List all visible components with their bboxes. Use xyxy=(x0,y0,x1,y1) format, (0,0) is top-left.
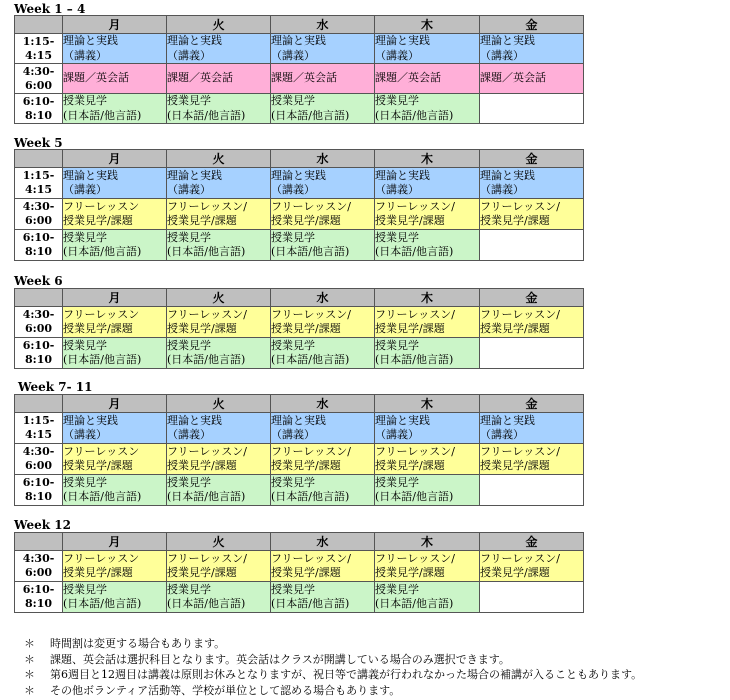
day-wed: 水 xyxy=(271,150,375,168)
day-tue: 火 xyxy=(167,16,271,34)
free-lesson-cell: フリーレッスン/ 授業見学/課題 xyxy=(167,444,271,475)
lecture-cell: 理論と実践 （講義） xyxy=(271,34,375,64)
day-wed: 水 xyxy=(271,16,375,34)
observe-cell: 授業見学 (日本語/他言語) xyxy=(63,475,167,506)
observe-cell: 授業見学 (日本語/他言語) xyxy=(271,230,375,261)
day-wed: 水 xyxy=(271,395,375,413)
lecture-cell: 理論と実践 （講義） xyxy=(63,34,167,64)
observe-cell: 授業見学 (日本語/他言語) xyxy=(63,94,167,124)
row-6-10 xyxy=(15,338,584,369)
lecture-cell: 理論と実践 （講義） xyxy=(375,168,480,199)
lecture-cell: 理論と実践 （講義） xyxy=(375,34,480,64)
day-mon: 月 xyxy=(63,395,167,413)
timetable-week-1-4 xyxy=(14,15,584,124)
lecture-cell: 理論と実践 （講義） xyxy=(167,168,271,199)
kadai-cell: 課題／英会話 xyxy=(480,64,584,94)
free-lesson-cell: フリーレッスン/ 授業見学/課題 xyxy=(375,444,480,475)
day-fri: 金 xyxy=(480,395,584,413)
week-title-12: Week 12 xyxy=(14,518,71,532)
footnote-item xyxy=(24,667,642,683)
row-4-30 xyxy=(15,444,584,475)
time-slot: 1:15- 4:15 xyxy=(15,413,63,444)
lecture-cell: 理論と実践 （講義） xyxy=(480,413,584,444)
corner-cell xyxy=(15,395,63,413)
observe-cell: 授業見学 (日本語/他言語) xyxy=(63,582,167,613)
row-4-30 xyxy=(15,551,584,582)
footnote-text: その他ボランティア活動等、学校が単位として認める場合もあります。 xyxy=(50,683,401,697)
day-tue: 火 xyxy=(167,533,271,551)
day-mon: 月 xyxy=(63,533,167,551)
day-tue: 火 xyxy=(167,150,271,168)
free-lesson-cell: フリーレッスン/ 授業見学/課題 xyxy=(375,551,480,582)
time-slot: 6:10- 8:10 xyxy=(15,338,63,369)
observe-cell: 授業見学 (日本語/他言語) xyxy=(63,338,167,369)
empty-cell xyxy=(480,475,584,506)
empty-cell xyxy=(480,582,584,613)
empty-cell xyxy=(480,230,584,261)
header-row xyxy=(15,533,584,551)
day-wed: 水 xyxy=(271,289,375,307)
lecture-cell: 理論と実践 （講義） xyxy=(271,168,375,199)
footnote-item xyxy=(24,636,642,652)
timetable-week-12 xyxy=(14,532,584,613)
observe-cell: 授業見学 (日本語/他言語) xyxy=(271,94,375,124)
timetable-week-7-11 xyxy=(14,394,584,506)
header-row xyxy=(15,150,584,168)
week-title-7-11: Week 7- 11 xyxy=(18,380,93,394)
time-slot: 1:15- 4:15 xyxy=(15,168,63,199)
day-mon: 月 xyxy=(63,16,167,34)
row-6-10 xyxy=(15,475,584,506)
day-thu: 木 xyxy=(375,150,480,168)
footnote-item xyxy=(24,652,642,668)
observe-cell: 授業見学 (日本語/他言語) xyxy=(375,582,480,613)
corner-cell xyxy=(15,289,63,307)
time-slot: 4:30- 6:00 xyxy=(15,307,63,338)
day-wed: 水 xyxy=(271,533,375,551)
time-slot: 6:10- 8:10 xyxy=(15,94,63,124)
day-mon: 月 xyxy=(63,289,167,307)
row-4-30 xyxy=(15,307,584,338)
timetable-week-6 xyxy=(14,288,584,369)
footnote-text: 第6週目と12週目は講義は原則お休みとなりますが、祝日等で講義が行われなかった場合の補講が入ることもあります。 xyxy=(50,668,643,681)
footnote-text: 課題、英会話は選択科目となります。英会話はクラスが開講している場合のみ選択できます。 xyxy=(50,652,510,666)
time-slot: 4:30- 6:00 xyxy=(15,444,63,475)
lecture-cell: 理論と実践 （講義） xyxy=(63,413,167,444)
free-lesson-cell: フリーレッスン 授業見学/課題 xyxy=(63,444,167,475)
free-lesson-cell: フリーレッスン/ 授業見学/課題 xyxy=(375,199,480,230)
row-1-15 xyxy=(15,168,584,199)
timetable-week-5 xyxy=(14,149,584,261)
free-lesson-cell: フリーレッスン 授業見学/課題 xyxy=(63,199,167,230)
corner-cell xyxy=(15,16,63,34)
observe-cell: 授業見学 (日本語/他言語) xyxy=(271,475,375,506)
free-lesson-cell: フリーレッスン/ 授業見学/課題 xyxy=(375,307,480,338)
observe-cell: 授業見学 (日本語/他言語) xyxy=(167,582,271,613)
lecture-cell: 理論と実践 （講義） xyxy=(375,413,480,444)
day-thu: 木 xyxy=(375,16,480,34)
free-lesson-cell: フリーレッスン/ 授業見学/課題 xyxy=(271,551,375,582)
free-lesson-cell: フリーレッスン/ 授業見学/課題 xyxy=(480,551,584,582)
row-6-10 xyxy=(15,230,584,261)
time-slot: 4:30- 6:00 xyxy=(15,551,63,582)
day-thu: 木 xyxy=(375,533,480,551)
day-fri: 金 xyxy=(480,533,584,551)
observe-cell: 授業見学 (日本語/他言語) xyxy=(375,338,480,369)
observe-cell: 授業見学 (日本語/他言語) xyxy=(271,582,375,613)
asterisk-mark: ＊ xyxy=(24,637,35,650)
week-title-1: Week 1 – 4 xyxy=(14,2,86,16)
free-lesson-cell: フリーレッスン/ 授業見学/課題 xyxy=(271,444,375,475)
corner-cell xyxy=(15,150,63,168)
observe-cell: 授業見学 (日本語/他言語) xyxy=(271,338,375,369)
lecture-cell: 理論と実践 （講義） xyxy=(480,34,584,64)
observe-cell: 授業見学 (日本語/他言語) xyxy=(375,230,480,261)
free-lesson-cell: フリーレッスン/ 授業見学/課題 xyxy=(480,199,584,230)
observe-cell: 授業見学 (日本語/他言語) xyxy=(375,94,480,124)
footnotes xyxy=(24,636,642,698)
header-row xyxy=(15,289,584,307)
observe-cell: 授業見学 (日本語/他言語) xyxy=(167,338,271,369)
free-lesson-cell: フリーレッスン/ 授業見学/課題 xyxy=(271,307,375,338)
free-lesson-cell: フリーレッスン/ 授業見学/課題 xyxy=(167,199,271,230)
day-fri: 金 xyxy=(480,16,584,34)
kadai-cell: 課題／英会話 xyxy=(63,64,167,94)
kadai-cell: 課題／英会話 xyxy=(167,64,271,94)
lecture-cell: 理論と実践 （講義） xyxy=(167,34,271,64)
week-title-6: Week 6 xyxy=(14,274,63,288)
empty-cell xyxy=(480,338,584,369)
row-4-30 xyxy=(15,199,584,230)
footnote-item xyxy=(24,683,642,699)
lecture-cell: 理論と実践 （講義） xyxy=(480,168,584,199)
free-lesson-cell: フリーレッスン/ 授業見学/課題 xyxy=(167,307,271,338)
free-lesson-cell: フリーレッスン/ 授業見学/課題 xyxy=(167,551,271,582)
corner-cell xyxy=(15,533,63,551)
header-row xyxy=(15,16,584,34)
time-slot: 6:10- 8:10 xyxy=(15,230,63,261)
header-row xyxy=(15,395,584,413)
kadai-cell: 課題／英会話 xyxy=(375,64,480,94)
day-mon: 月 xyxy=(63,150,167,168)
day-fri: 金 xyxy=(480,289,584,307)
observe-cell: 授業見学 (日本語/他言語) xyxy=(63,230,167,261)
time-slot: 6:10- 8:10 xyxy=(15,475,63,506)
asterisk-mark: ＊ xyxy=(24,652,35,666)
free-lesson-cell: フリーレッスン/ 授業見学/課題 xyxy=(271,199,375,230)
free-lesson-cell: フリーレッスン/ 授業見学/課題 xyxy=(480,307,584,338)
time-slot: 1:15- 4:15 xyxy=(15,34,63,64)
row-4-30 xyxy=(15,64,584,94)
free-lesson-cell: フリーレッスン 授業見学/課題 xyxy=(63,307,167,338)
row-6-10 xyxy=(15,582,584,613)
free-lesson-cell: フリーレッスン/ 授業見学/課題 xyxy=(480,444,584,475)
asterisk-mark: ＊ xyxy=(24,683,35,697)
footnote-text: 時間割は変更する場合もあります。 xyxy=(50,637,226,650)
observe-cell: 授業見学 (日本語/他言語) xyxy=(167,475,271,506)
observe-cell: 授業見学 (日本語/他言語) xyxy=(167,230,271,261)
kadai-cell: 課題／英会話 xyxy=(271,64,375,94)
empty-cell xyxy=(480,94,584,124)
observe-cell: 授業見学 (日本語/他言語) xyxy=(375,475,480,506)
day-thu: 木 xyxy=(375,395,480,413)
observe-cell: 授業見学 (日本語/他言語) xyxy=(167,94,271,124)
week-title-5: Week 5 xyxy=(14,136,63,150)
free-lesson-cell: フリーレッスン 授業見学/課題 xyxy=(63,551,167,582)
row-1-15 xyxy=(15,34,584,64)
lecture-cell: 理論と実践 （講義） xyxy=(167,413,271,444)
time-slot: 4:30- 6:00 xyxy=(15,199,63,230)
lecture-cell: 理論と実践 （講義） xyxy=(63,168,167,199)
day-thu: 木 xyxy=(375,289,480,307)
day-tue: 火 xyxy=(167,289,271,307)
day-fri: 金 xyxy=(480,150,584,168)
asterisk-mark: ＊ xyxy=(24,668,35,681)
lecture-cell: 理論と実践 （講義） xyxy=(271,413,375,444)
day-tue: 火 xyxy=(167,395,271,413)
time-slot: 4:30- 6:00 xyxy=(15,64,63,94)
time-slot: 6:10- 8:10 xyxy=(15,582,63,613)
row-1-15 xyxy=(15,413,584,444)
row-6-10 xyxy=(15,94,584,124)
